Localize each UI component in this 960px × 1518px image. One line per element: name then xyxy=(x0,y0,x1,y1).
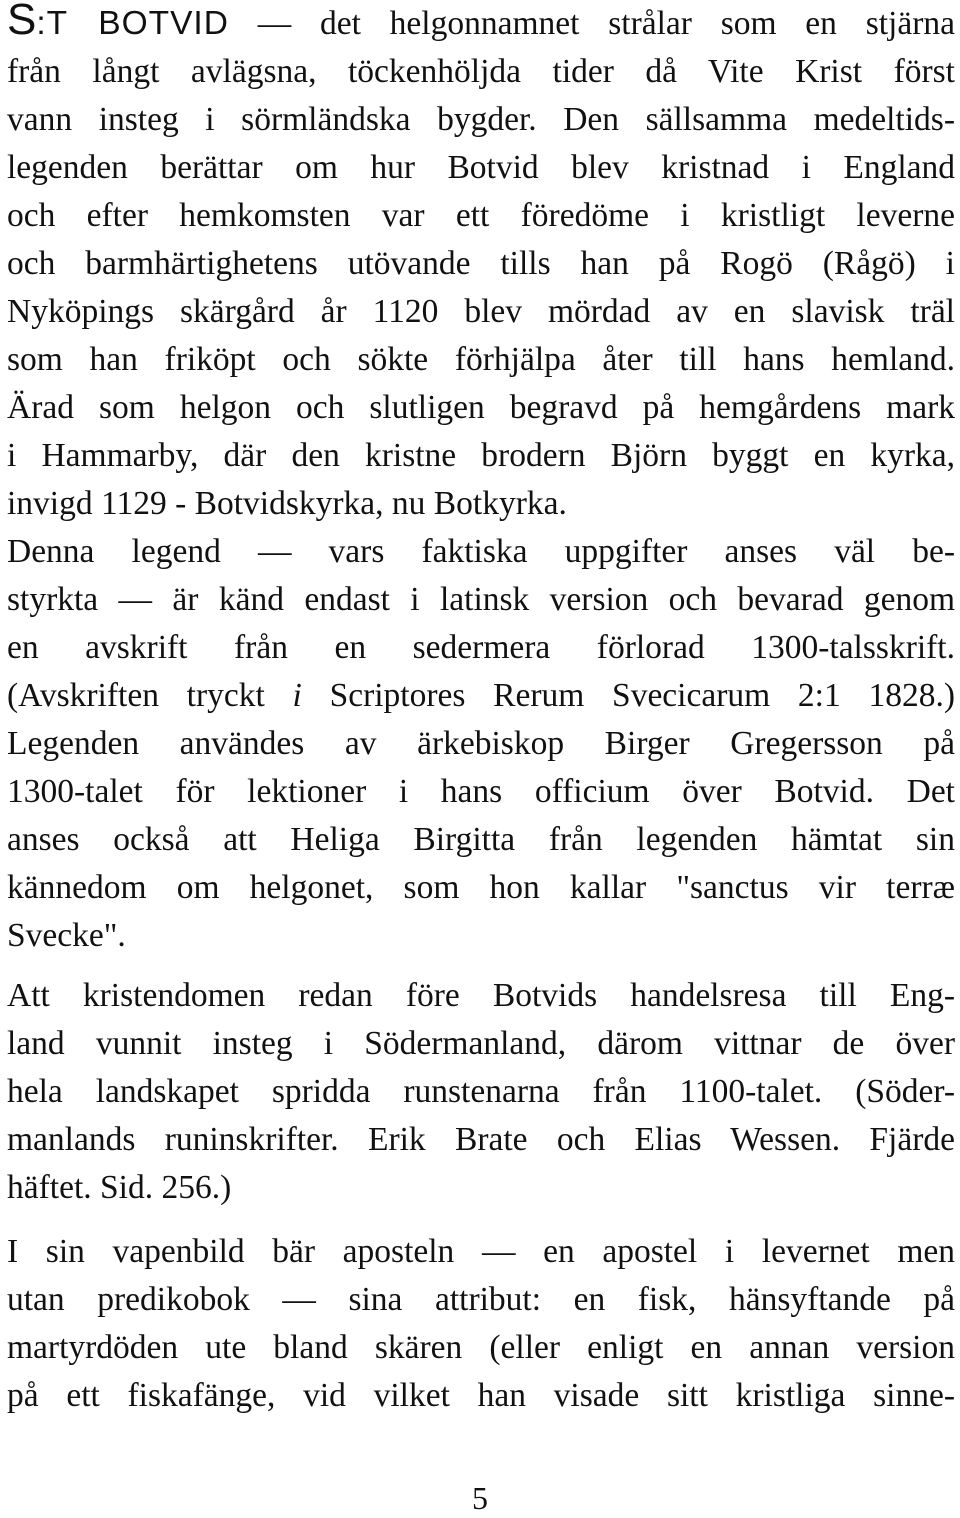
text-line: från långt avlägsna, töckenhöljda tider då Vite Krist först xyxy=(7,53,955,90)
text-line: hela landskapet spridda runstenarna från 1100-talet. (Söder- xyxy=(7,1073,955,1110)
text-line: Denna legend — vars faktiska uppgifter anses väl be- xyxy=(7,533,955,570)
text-line: Nyköpings skärgård år 1120 blev mördad av en slavisk träl xyxy=(7,293,955,330)
text-line: i Hammarby, där den kristne brodern Björn byggt en kyrka, xyxy=(7,437,955,474)
text-line: utan predikobok — sina attribut: en fisk, hänsyftande på xyxy=(7,1281,955,1318)
text-line: vann insteg i sörmländska bygder. Den sällsamma medeltids- xyxy=(7,101,955,138)
text-line: I sin vapenbild bär aposteln — en apostel i levernet men xyxy=(7,1233,955,1270)
text-line: Ärad som helgon och slutligen begravd på hemgårdens mark xyxy=(7,389,955,426)
avskrift-italic-word: i xyxy=(292,677,302,714)
avskrift-text-after: Scriptores Rerum Svecicarum 2:1 1828.) xyxy=(301,677,955,714)
text-line: land vunnit insteg i Södermanland, därom vittnar de över xyxy=(7,1025,955,1062)
page-number: 5 xyxy=(472,1480,488,1516)
text-line: som han friköpt och sökte förhjälpa åter till hans hemland. xyxy=(7,341,955,378)
text-line: på ett fiskafänge, vid vilket han visade sitt kristliga sinne- xyxy=(7,1377,955,1414)
text-line: invigd 1129 - Botvidskyrka, nu Botkyrka. xyxy=(7,485,567,522)
text-line: styrkta — är känd endast i latinsk version och bevarad genom xyxy=(7,581,955,618)
text-line: Svecke". xyxy=(7,917,126,954)
text-line: legenden berättar om hur Botvid blev kristnad i England xyxy=(7,149,955,186)
saint-title: :T BOTVID xyxy=(36,5,229,42)
avskrift-line xyxy=(7,672,955,720)
text-line: en avskrift från en sedermera förlorad 1300-talsskrift. xyxy=(7,629,955,666)
avskrift-text-before: (Avskriften tryckt xyxy=(7,677,293,714)
text-line: anses också att Heliga Birgitta från legenden hämtat sin xyxy=(7,821,955,858)
text-line: Att kristendomen redan före Botvids handelsresa till Eng- xyxy=(7,977,955,1014)
opening-line-text: — det helgonnamnet strålar som en stjärna xyxy=(228,5,955,42)
drop-cap: S xyxy=(7,0,37,44)
text-line: och barmhärtighetens utövande tills han på Rogö (Rågö) i xyxy=(7,245,955,282)
text-line: manlands runinskrifter. Erik Brate och Elias Wessen. Fjärde xyxy=(7,1121,955,1158)
text-line: häftet. Sid. 256.) xyxy=(7,1169,232,1206)
text-line: Legenden användes av ärkebiskop Birger Gregersson på xyxy=(7,725,955,762)
text-line: kännedom om helgonet, som hon kallar "sanctus vir terræ xyxy=(7,869,955,906)
opening-line xyxy=(7,0,955,48)
document-page xyxy=(7,0,955,1420)
text-line: martyrdöden ute bland skären (eller enligt en annan version xyxy=(7,1329,955,1366)
text-line: 1300-talet för lektioner i hans officium över Botvid. Det xyxy=(7,773,955,810)
text-line: och efter hemkomsten var ett föredöme i kristligt leverne xyxy=(7,197,955,234)
